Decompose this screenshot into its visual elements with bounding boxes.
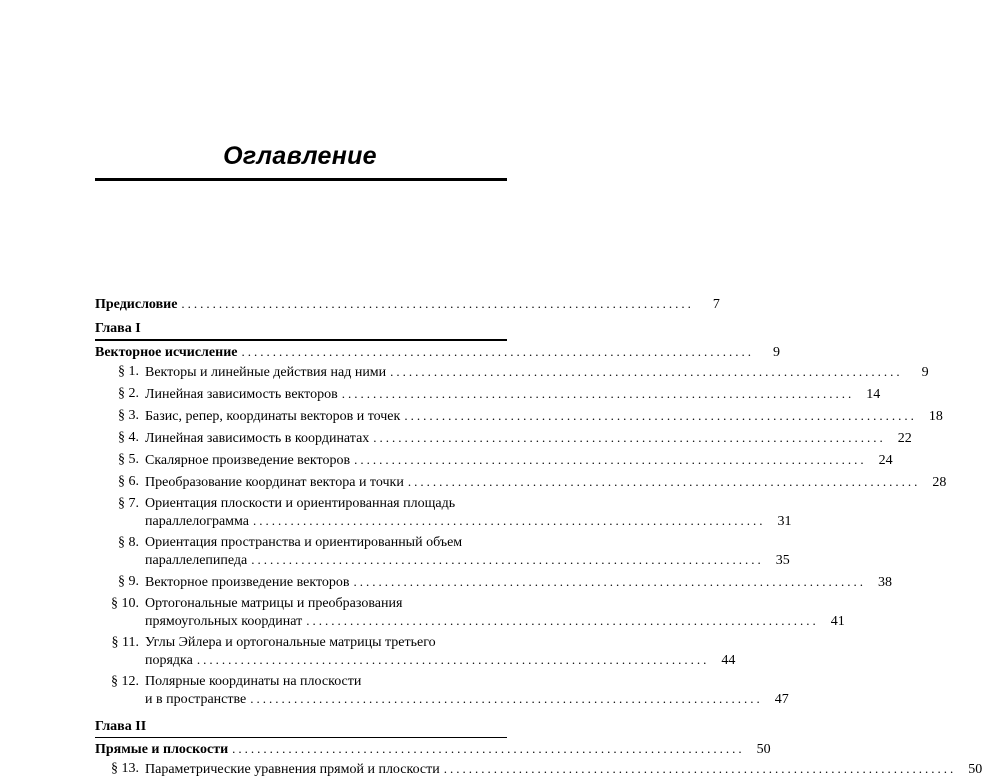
section-number: § 2. bbox=[118, 385, 139, 401]
section-title: Углы Эйлера и ортогональные матрицы третьего bbox=[145, 634, 436, 650]
section-title: Ориентация плоскости и ориентированная площадь bbox=[145, 495, 456, 511]
section-title: параллелограмма bbox=[145, 513, 250, 529]
section-number: § 4. bbox=[118, 429, 139, 445]
dot-leader: .................................................................................. bbox=[306, 612, 819, 628]
section-title: и в пространстве bbox=[145, 691, 247, 707]
dot-leader: .................................................................................. bbox=[253, 512, 766, 528]
toc-entry-section[interactable] bbox=[95, 407, 943, 425]
section-title: Преобразование координат вектора и точки bbox=[145, 474, 404, 490]
section-title: Векторы и линейные действия над ними bbox=[145, 364, 387, 380]
section-title: Линейная зависимость в координатах bbox=[145, 430, 370, 446]
page-number: 9 bbox=[921, 364, 929, 380]
toc-entry-section[interactable] bbox=[95, 634, 736, 669]
page-title: Оглавление bbox=[223, 142, 377, 170]
dot-leader: .................................................................................. bbox=[250, 690, 763, 706]
page-number: 9 bbox=[772, 344, 780, 360]
toc-entry-preface[interactable] bbox=[95, 295, 720, 313]
page-number: 7 bbox=[712, 297, 720, 312]
dot-leader: .................................................................................. bbox=[354, 451, 867, 467]
page-number: 24 bbox=[878, 452, 893, 468]
dot-leader: .................................................................................. bbox=[251, 551, 764, 567]
section-title: порядка bbox=[145, 652, 193, 668]
dot-leader: .................................................................................. bbox=[196, 651, 710, 667]
toc-entry-section[interactable] bbox=[95, 573, 892, 591]
entry-title: Предисловие bbox=[95, 297, 178, 312]
page-number: 14 bbox=[866, 386, 881, 402]
chapter-2-sections bbox=[95, 760, 982, 778]
section-title: Полярные координаты на плоскости bbox=[145, 673, 362, 689]
section-title: Ортогональные матрицы и преобразования bbox=[145, 595, 403, 611]
page-number: 28 bbox=[932, 474, 947, 490]
dot-leader: .................................................................................. bbox=[390, 363, 903, 379]
page-number: 38 bbox=[878, 574, 892, 590]
toc-entry-chapter-2[interactable] bbox=[95, 740, 771, 758]
toc-entry-section[interactable] bbox=[95, 534, 790, 569]
chapter-2-rule bbox=[95, 737, 507, 739]
toc-entry-chapter-1[interactable] bbox=[95, 343, 780, 361]
entry-title: Векторное исчисление bbox=[95, 344, 238, 360]
section-number: § 9. bbox=[118, 573, 139, 589]
toc-entry-section[interactable] bbox=[95, 495, 792, 530]
dot-leader: .................................................................................. bbox=[181, 296, 694, 311]
dot-leader: .................................................................................. bbox=[407, 473, 921, 489]
page-number: 44 bbox=[721, 652, 736, 668]
section-title: Векторное произведение векторов bbox=[145, 574, 350, 590]
section-number: § 6. bbox=[118, 473, 139, 489]
toc-entry-section[interactable] bbox=[95, 363, 929, 381]
page-number: 41 bbox=[830, 613, 845, 629]
section-number: § 12. bbox=[111, 673, 139, 689]
section-number: § 7. bbox=[118, 495, 139, 511]
section-title: Линейная зависимость векторов bbox=[145, 386, 338, 402]
table-of-contents bbox=[95, 295, 982, 782]
page-number: 47 bbox=[774, 691, 789, 707]
section-number: § 8. bbox=[118, 534, 139, 550]
dot-leader: .................................................................................. bbox=[232, 741, 745, 756]
page-number: 18 bbox=[928, 408, 943, 424]
section-number: § 3. bbox=[118, 407, 139, 423]
section-number: § 11. bbox=[111, 634, 139, 650]
dot-leader: .................................................................................. bbox=[443, 761, 957, 776]
section-number: § 1. bbox=[118, 363, 139, 379]
section-number: § 10. bbox=[111, 595, 139, 611]
dot-leader: .................................................................................. bbox=[373, 429, 886, 445]
title-rule bbox=[95, 178, 507, 181]
section-title: параллелепипеда bbox=[145, 552, 248, 568]
toc-entry-section[interactable] bbox=[95, 429, 912, 447]
section-title: Базис, репер, координаты векторов и точек bbox=[145, 408, 401, 424]
toc-entry-section[interactable] bbox=[95, 673, 789, 708]
page-number: 35 bbox=[775, 552, 790, 568]
toc-entry-section[interactable] bbox=[95, 473, 947, 491]
page-number: 31 bbox=[777, 513, 792, 529]
dot-leader: .................................................................................. bbox=[241, 343, 754, 359]
chapter-1-heading: Глава I bbox=[95, 321, 141, 336]
entry-title: Прямые и плоскости bbox=[95, 742, 229, 757]
page-number: 22 bbox=[897, 430, 912, 446]
toc-entry-section[interactable] bbox=[95, 595, 845, 630]
section-number: § 5. bbox=[118, 451, 139, 467]
section-title: Скалярное произведение векторов bbox=[145, 452, 351, 468]
chapter-2-heading: Глава II bbox=[95, 718, 147, 734]
section-title: Ориентация пространства и ориентированный объем bbox=[145, 534, 463, 550]
dot-leader: .................................................................................. bbox=[341, 385, 855, 401]
page-number: 50 bbox=[756, 742, 771, 757]
toc-entry-section[interactable] bbox=[95, 760, 982, 778]
section-number: § 13. bbox=[111, 761, 139, 776]
section-title: Параметрические уравнения прямой и плоскости bbox=[145, 762, 440, 777]
toc-entry-section[interactable] bbox=[95, 385, 881, 403]
dot-leader: .................................................................................. bbox=[404, 407, 917, 423]
dot-leader: .................................................................................. bbox=[353, 573, 866, 589]
section-title: прямоугольных координат bbox=[145, 613, 303, 629]
chapter-1-sections bbox=[95, 363, 947, 708]
chapter-1-rule bbox=[95, 339, 507, 341]
page-number: 50 bbox=[968, 762, 982, 777]
toc-entry-section[interactable] bbox=[95, 451, 893, 469]
